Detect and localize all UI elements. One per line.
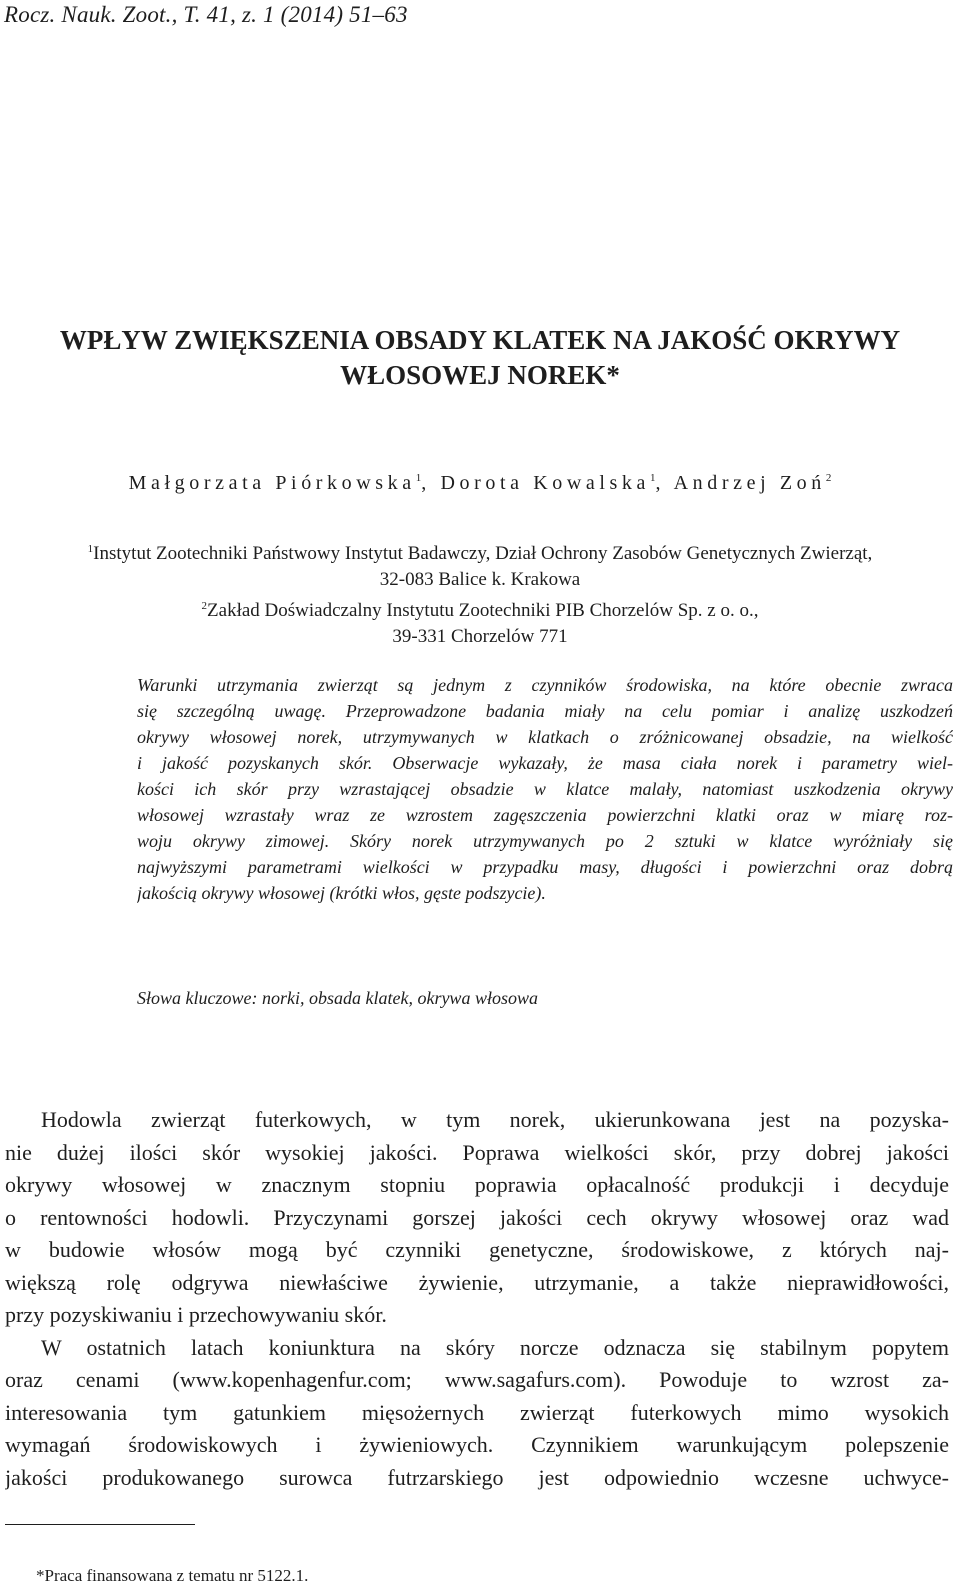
body-line: większą rolę odgrywa niewłaściwe żywienie, utrzymanie, a także nieprawidłowości, bbox=[5, 1269, 949, 1295]
body-line: interesowania tym gatunkiem mięsożernych zwierząt futerkowych mimo wysokich bbox=[5, 1399, 949, 1425]
author-name: Małgorzata Piórkowska bbox=[128, 472, 416, 494]
body-line: o rentowności hodowli. Przyczynami gorszej jakości cech okrywy włosowej oraz wad bbox=[5, 1204, 949, 1230]
footnote-rule bbox=[5, 1524, 195, 1525]
body-line: wymagań środowiskowych i żywieniowych. Czynnikiem warunkującym polepszenie bbox=[5, 1432, 949, 1457]
abstract-line: jakością okrywy włosowej (krótki włos, gęste podszycie). bbox=[137, 883, 546, 903]
abstract-line: woju okrywy zimowej. Skóry norek utrzymywanych po 2 sztuki w klatce wyróżniały się bbox=[137, 831, 953, 851]
author-separator: , bbox=[655, 472, 674, 494]
footnote: *Praca finansowana z tematu nr 5122.1. bbox=[36, 1566, 309, 1585]
body-line: oraz cenami (www.kopenhagenfur.com; www.sagafurs.com). Powoduje to wzrost za- bbox=[5, 1367, 949, 1392]
abstract bbox=[137, 672, 953, 906]
author-name: Andrzej Zoń bbox=[673, 472, 826, 494]
body-line: okrywy włosowej w znacznym stopniu poprawia opłacalność produkcji i decyduje bbox=[5, 1172, 949, 1197]
author-affiliation-mark: 1 bbox=[415, 472, 422, 484]
abstract-line: i jakość pozyskanych skór. Obserwacje wykazały, że masa ciała norek i parametry wiel- bbox=[137, 753, 953, 773]
affiliation-mark: 2 bbox=[201, 600, 208, 612]
affiliation-2-address: 39-331 Chorzelów 771 bbox=[392, 626, 568, 647]
abstract-line: włosowej wzrastały wraz ze wzrostem zagęszczenia powierzchni klatki oraz w miarę roz- bbox=[137, 805, 953, 825]
title-line: WPŁYW ZWIĘKSZENIA OBSADY KLATEK NA JAKOŚĆ OKRYWY bbox=[59, 325, 901, 355]
abstract-line: Warunki utrzymania zwierząt są jednym z czynników środowiska, na które obecnie zwraca bbox=[137, 675, 953, 695]
affiliation-text: Instytut Zootechniki Państwowy Instytut Badawczy, Dział Ochrony Zasobów Genetycznych Zwierząt, bbox=[93, 543, 873, 564]
author-list bbox=[0, 472, 960, 495]
body-text bbox=[5, 1104, 949, 1494]
affiliation-1-address: 32-083 Balice k. Krakowa bbox=[379, 569, 581, 590]
body-line: przy pozyskiwaniu i przechowywaniu skór. bbox=[5, 1302, 387, 1327]
paper-title bbox=[0, 323, 960, 393]
affiliation-mark: 1 bbox=[87, 543, 94, 555]
body-line: w budowie włosów mogą być czynniki genetyczne, środowiskowe, z których naj- bbox=[5, 1237, 949, 1262]
keywords: Słowa kluczowe: norki, obsada klatek, okrywa włosowa bbox=[137, 988, 538, 1008]
affiliation-1 bbox=[0, 536, 960, 567]
abstract-line: najwyższymi parametrami wielkości w przypadku masy, długości i powierzchni oraz dobrą bbox=[137, 857, 953, 877]
body-line: W ostatnich latach koniunktura na skóry norcze odznacza się stabilnym popytem bbox=[41, 1334, 949, 1360]
journal-citation: Rocz. Nauk. Zoot., T. 41, z. 1 (2014) 51–63 bbox=[4, 2, 408, 27]
abstract-line: okrywy włosowej norek, utrzymywanych w klatkach o zróżnicowanej obsadzie, na wielkość bbox=[137, 727, 953, 747]
affiliation-2 bbox=[0, 593, 960, 624]
body-line: nie dużej ilości skór wysokiej jakości. Poprawa wielkości skór, przy dobrej jakości bbox=[5, 1139, 949, 1165]
author-separator: , bbox=[421, 472, 441, 494]
abstract-line: kości ich skór przy wzrastającej obsadzie w klatce malały, natomiast uszkodzenia okrywy bbox=[137, 779, 953, 799]
body-line: Hodowla zwierząt futerkowych, w tym norek, ukierunkowana jest na pozyska- bbox=[41, 1107, 949, 1132]
abstract-line: się szczególną uwagę. Przeprowadzone badania miały na celu pomiar i analizę uszkodzeń bbox=[137, 701, 953, 721]
author-affiliation-mark: 2 bbox=[825, 472, 832, 484]
body-line: jakości produkowanego surowca futrzarskiego jest odpowiednio wczesne uchwyce- bbox=[5, 1464, 949, 1490]
author-name: Dorota Kowalska bbox=[440, 472, 650, 494]
title-line: WŁOSOWEJ NOREK* bbox=[340, 360, 620, 390]
affiliation-text: Zakład Doświadczalny Instytutu Zootechniki PIB Chorzelów Sp. z o. o., bbox=[207, 600, 759, 621]
author-affiliation-mark: 1 bbox=[650, 472, 656, 484]
affiliations bbox=[0, 536, 960, 650]
